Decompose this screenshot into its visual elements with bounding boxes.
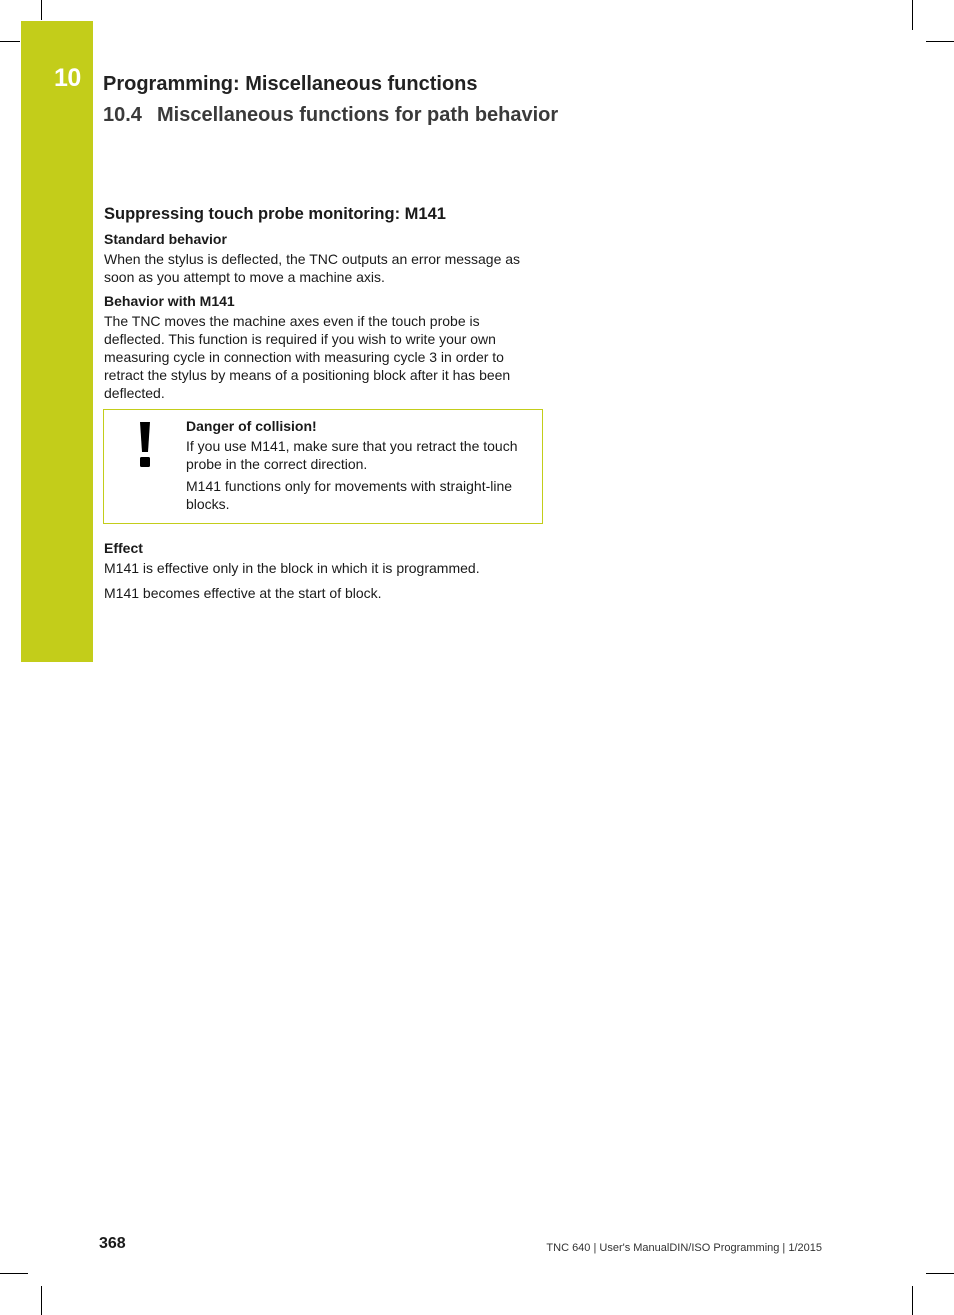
- warning-box: [103, 409, 543, 524]
- crop-mark: [41, 1286, 42, 1315]
- crop-mark: [912, 1286, 913, 1315]
- page-number: 368: [99, 1235, 126, 1252]
- warning-heading: Danger of collision!: [186, 418, 317, 434]
- chapter-number: 10: [54, 64, 81, 92]
- effect-text: M141 is effective only in the block in which it is programmed.: [104, 560, 480, 576]
- crop-mark: [926, 1273, 954, 1274]
- section-number: 10.4: [103, 104, 142, 126]
- warning-text: M141 functions only for movements with straight-line blocks.: [186, 478, 513, 512]
- section-heading: [103, 104, 558, 127]
- effect-text: M141 becomes effective at the start of block.: [104, 585, 382, 601]
- effect-heading: Effect: [104, 540, 143, 556]
- crop-mark: [0, 41, 20, 42]
- exclamation-icon: [138, 422, 152, 468]
- behavior-m141-heading: Behavior with M141: [104, 293, 235, 309]
- subsection-title: Suppressing touch probe monitoring: M141: [104, 205, 446, 223]
- footer-text: TNC 640 | User's ManualDIN/ISO Programming | 1/2015: [546, 1242, 822, 1254]
- standard-behavior-text: When the stylus is deflected, the TNC outputs an error message as soon as you attempt to move a machine axis.: [104, 251, 521, 285]
- warning-text: If you use M141, make sure that you retract the touch probe in the correct direction.: [186, 438, 518, 472]
- section-title: Miscellaneous functions for path behavior: [157, 104, 559, 126]
- chapter-sidebar: [21, 21, 93, 662]
- main-content: [104, 205, 544, 609]
- crop-mark: [41, 0, 42, 20]
- standard-behavior-heading: Standard behavior: [104, 231, 227, 247]
- crop-mark: [0, 1273, 28, 1274]
- crop-mark: [912, 0, 913, 30]
- behavior-m141-text: The TNC moves the machine axes even if the touch probe is deflected. This function is required if you wish to write your own measuring cycle in connection with measuring cycle 3 in order to retract the stylus by means of a positioning block after it has been deflected.: [104, 313, 511, 401]
- crop-mark: [926, 41, 954, 42]
- chapter-title: Programming: Miscellaneous functions: [103, 73, 478, 95]
